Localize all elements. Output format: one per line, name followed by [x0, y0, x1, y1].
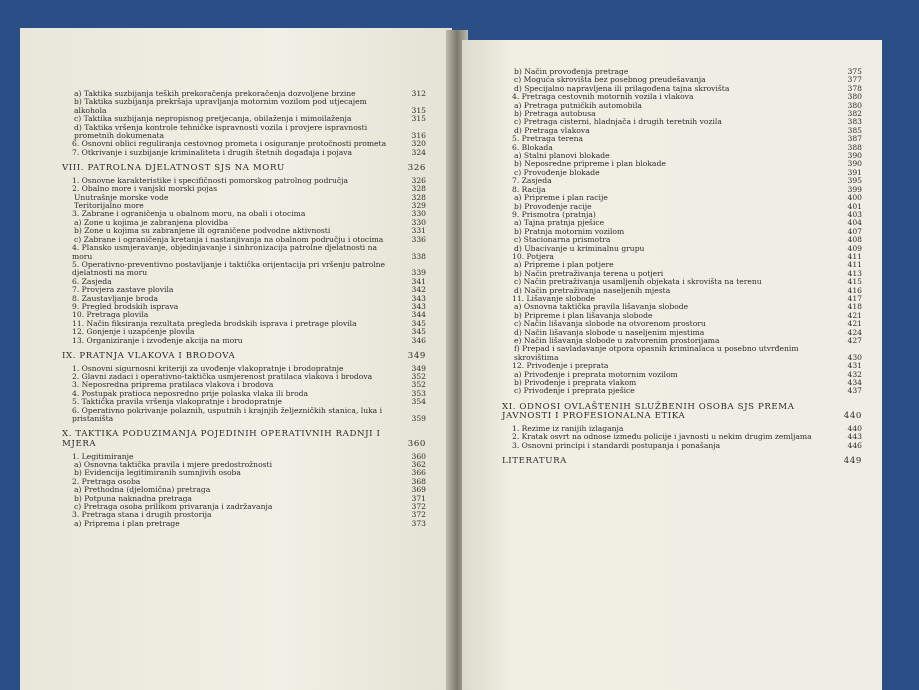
toc-entry-title: a) Stalni planovi blokade: [514, 151, 610, 161]
toc-entry-page: 378: [847, 83, 862, 93]
toc-entry-title: a) Pretraga putničkih automobila: [514, 100, 642, 110]
toc-entry-page: 371: [411, 493, 426, 503]
toc-entry-title: a) Taktika suzbijanja teških prekoračenja prekoračenja dozvoljene brzine: [74, 89, 356, 98]
toc-entry-title: d) Specijalno napravljena ili prilagođena tajna skrovišta: [514, 83, 730, 93]
toc-entry: [62, 98, 426, 115]
toc-entry-title: 13. Organiziranje i izvođenje akcija na moru: [72, 335, 243, 345]
toc-entry-title: 4. Plansko usmjeravanje, objedinjavanje i sinhronizacija patrolne djelatnosti na moru: [72, 243, 378, 261]
toc-entry-title: XI. ODNOSI OVLAŠTENIH SLUŽBENIH OSOBA SJS PREMA JAVNOSTI I PROFESIONALNA ETIKA: [502, 401, 795, 422]
toc-entry-page: 390: [847, 159, 862, 169]
toc-entry: [62, 407, 426, 424]
toc-entry-page: 352: [411, 371, 426, 381]
toc-entry-title: d) Način pretraživanja naseljenih mjesta: [514, 285, 671, 295]
toc-entry-page: 353: [411, 388, 426, 398]
toc-entry-title: 7. Zasjeda: [512, 176, 552, 186]
toc-entry-title: b) Potpuna naknadna pretraga: [74, 493, 192, 503]
toc-entry-title: 1. Osnovne karakteristike i specifičnosti pomorskog patrolnog područja: [72, 175, 348, 185]
toc-entry-title: b) Privođenje i preprata vlakom: [514, 378, 637, 388]
toc-entry: [502, 169, 862, 177]
toc-entry-title: b) Evidencija legitimiranih sumnjivih osoba: [74, 468, 241, 478]
toc-entry-page: 354: [411, 397, 426, 407]
right-toc: [502, 68, 862, 470]
toc-entry-page: 383: [847, 117, 862, 127]
toc-entry-title: b) Način pretraživanja terena u potjeri: [514, 268, 664, 278]
toc-entry-title: 8. Racija: [512, 184, 546, 194]
toc-entry-page: 399: [847, 184, 862, 194]
toc-entry-page: 431: [847, 361, 862, 371]
toc-entry: [62, 244, 426, 261]
toc-entry-title: c) Moguća skrovišta bez posebnog preudešavanja: [514, 75, 706, 85]
toc-entry-page: 315: [411, 105, 426, 115]
left-toc: [62, 90, 426, 528]
toc-entry-title: 10. Potjera: [512, 251, 554, 261]
toc-entry-title: c) Provođenje blokade: [514, 167, 600, 177]
toc-entry-page: 315: [411, 114, 426, 124]
toc-entry-page: 377: [847, 75, 862, 85]
toc-entry: [62, 261, 426, 278]
toc-entry-title: b) Provođenje racije: [514, 201, 592, 211]
toc-entry-title: b) Pripreme i plan lišavanja slobode: [514, 310, 653, 320]
toc-entry-title: 4. Postupak pratioca neposredno prije polaska vlaka ili broda: [72, 388, 309, 398]
toc-entry-page: 372: [411, 510, 426, 520]
right-page: [462, 40, 882, 690]
toc-entry-title: a) Pripreme i plan potjere: [514, 260, 614, 270]
toc-entry-title: 6. Osnovni oblici reguliranja cestovnog prometa i osiguranje protočnosti prometa: [72, 139, 387, 149]
toc-entry-title: c) Stacionarna prismotra: [514, 235, 611, 245]
toc-entry-title: 9. Prismotra (pratnja): [512, 209, 596, 219]
toc-entry-title: 4. Pretraga cestovnih motornih vozila i vlakova: [512, 92, 694, 102]
toc-entry-page: 382: [847, 109, 862, 119]
toc-entry-page: 403: [847, 209, 862, 219]
toc-entry-page: 400: [847, 193, 862, 203]
toc-entry-title: 1. Osnovni sigurnosni kriteriji za uvođenje vlakopratnje i brodopratnje: [72, 363, 344, 373]
toc-entry-page: 446: [847, 440, 862, 450]
toc-entry-page: 316: [411, 131, 426, 141]
toc-entry-page: 372: [411, 502, 426, 512]
toc-entry: [62, 520, 426, 528]
toc-entry-page: 418: [847, 302, 862, 312]
toc-entry-title: 12. Privođenje i preprata: [512, 361, 609, 371]
toc-chapter: [62, 352, 426, 362]
toc-entry-page: 407: [847, 226, 862, 236]
toc-entry-page: 413: [847, 268, 862, 278]
toc-entry-title: a) Tajna pratnja pješice: [514, 218, 605, 228]
toc-chapter: [502, 457, 862, 467]
toc-entry-title: a) Pripreme i plan racije: [514, 193, 608, 203]
toc-entry-page: 404: [847, 218, 862, 228]
toc-entry-title: VIII. PATROLNA DJELATNOST SJS NA MORU: [62, 163, 285, 174]
toc-entry-page: 373: [411, 518, 426, 528]
toc-entry-title: e) Način lišavanja slobode u zatvorenim prostorijama: [514, 336, 720, 345]
toc-entry-title: LITERATURA: [502, 456, 567, 467]
toc-entry-title: a) Privođenje i preprata motornim vozilom: [514, 369, 678, 379]
toc-entry-page: 360: [411, 451, 426, 461]
toc-entry-page: 352: [411, 380, 426, 390]
toc-entry-page: 415: [847, 277, 862, 287]
toc-entry-page: 339: [411, 268, 426, 278]
toc-entry-page: 421: [847, 310, 862, 320]
toc-entry-page: 329: [411, 201, 426, 211]
toc-entry-page: 409: [847, 243, 862, 253]
toc-entry-page: 326: [411, 175, 426, 185]
toc-chapter: [502, 403, 862, 422]
toc-entry-page: 417: [847, 293, 862, 303]
toc-entry-title: c) Način pretraživanja usamljenih objekata i skrovišta na terenu: [514, 277, 762, 287]
toc-entry-title: 7. Provjera zastave plovila: [72, 285, 174, 295]
toc-entry-page: 391: [847, 167, 862, 177]
toc-entry-title: b) Zone u kojima su zabranjene ili ograničene podvodne aktivnosti: [74, 226, 331, 236]
toc-entry: [502, 135, 862, 143]
toc-entry-page: 345: [411, 318, 426, 328]
toc-entry: [62, 149, 426, 157]
toc-entry-title: c) Način lišavanja slobode na otvorenom prostoru: [514, 319, 706, 329]
toc-entry-page: 369: [411, 485, 426, 495]
toc-entry-page: 336: [411, 234, 426, 244]
toc-entry-page: 362: [411, 460, 426, 469]
toc-entry-title: 2. Kratak osvrt na odnose između policije i javnosti u nekim drugim zemljama: [512, 432, 812, 442]
toc-entry-page: 338: [411, 251, 426, 261]
toc-chapter: [62, 430, 426, 449]
toc-entry-page: 440: [847, 424, 862, 434]
toc-entry-page: 437: [847, 386, 862, 396]
toc-entry-title: 2. Obalno more i vanjski morski pojas: [72, 184, 218, 194]
toc-entry-page: 341: [411, 276, 426, 286]
toc-entry-page: 430: [847, 352, 862, 362]
toc-entry-page: 443: [847, 432, 862, 442]
toc-entry-title: 8. Zaustavljanje broda: [72, 293, 159, 303]
toc-entry-title: a) Osnovna taktička pravila i mjere predostrožnosti: [74, 460, 273, 469]
toc-entry-page: 324: [411, 147, 426, 157]
toc-entry-title: b) Pretraga autobusa: [514, 109, 596, 119]
toc-entry-title: d) Ubacivanje u kriminalnu grupu: [514, 243, 645, 253]
toc-entry-page: 343: [411, 301, 426, 311]
toc-entry: [502, 345, 862, 362]
toc-entry-page: 342: [411, 285, 426, 295]
toc-entry-page: 380: [847, 100, 862, 110]
toc-entry-page: 401: [847, 201, 862, 211]
toc-entry-page: 359: [411, 414, 426, 423]
toc-entry-title: a) Prethodna (djelomična) pretraga: [74, 485, 211, 495]
toc-entry-title: 1. Legitimiranje: [72, 451, 134, 461]
toc-entry-title: 5. Taktička pravila vršenja vlakopratnje i brodopratnje: [72, 397, 282, 407]
toc-entry-title: c) Pretraga cisterni, hladnjača i drugih teretnih vozila: [514, 117, 722, 127]
toc-entry-page: 328: [411, 184, 426, 194]
toc-entry-page: 349: [411, 363, 426, 373]
toc-entry-page: 408: [847, 235, 862, 245]
toc-entry-title: 5. Operativno-preventivno postavljanje i taktička orijentacija pri vršenju patrolne djelatnosti na moru: [72, 259, 386, 278]
toc-chapter: [62, 164, 426, 174]
toc-entry-title: c) Zabrane i ograničenja kretanja i nastanjivanja na obalnom području i otocima: [74, 234, 384, 244]
toc-entry-page: 312: [411, 89, 426, 98]
toc-entry-title: 6. Zasjeda: [72, 276, 112, 286]
toc-entry-title: a) Zone u kojima je zabranjena plovidba: [74, 217, 229, 227]
toc-entry-title: d) Taktika vršenja kontrole tehničke ispravnosti vozila i provjere ispravnosti prometnih dokumenata: [74, 122, 368, 141]
toc-entry-title: 2. Glavni zadaci i operativno-taktička usmjerenost pratilaca vlakova i brodova: [72, 371, 373, 381]
toc-entry-page: 346: [411, 335, 426, 345]
toc-entry-title: b) Neposredne pripreme i plan blokade: [514, 159, 666, 169]
toc-entry-title: c) Pretraga osoba prilikom privaranja i zadržavanja: [74, 502, 273, 512]
toc-entry-title: a) Osnovna taktička pravila lišavanja slobode: [514, 302, 689, 312]
toc-entry-title: 9. Pregled brodskih isprava: [72, 301, 179, 311]
toc-entry-page: 421: [847, 319, 862, 329]
toc-entry-page: 416: [847, 285, 862, 295]
toc-entry-page: 449: [843, 456, 862, 467]
toc-entry-page: 330: [411, 209, 426, 219]
toc-entry-title: c) Privođenje i preprata pješice: [514, 386, 635, 396]
toc-entry-title: 11. Lišavanje slobode: [512, 293, 596, 303]
toc-entry-title: 3. Pretraga stana i drugih prostorija: [72, 510, 212, 520]
toc-entry-title: c) Taktika suzbijanja nepropisnog pretjecanja, obilaženja i mimoilaženja: [74, 114, 352, 124]
toc-entry-page: 395: [847, 176, 862, 186]
toc-entry-title: 3. Zabrane i ograničenja u obalnom moru, na obali i otocima: [72, 209, 306, 219]
toc-entry-page: 424: [847, 327, 862, 337]
toc-entry-title: 6. Blokada: [512, 142, 553, 152]
toc-entry: [502, 177, 862, 185]
toc-entry-title: 2. Pretraga osoba: [72, 476, 141, 486]
toc-entry: [502, 245, 862, 253]
toc-entry-page: 330: [411, 217, 426, 227]
toc-entry-page: 390: [847, 151, 862, 161]
toc-entry-page: 368: [411, 476, 426, 486]
toc-entry-page: 331: [411, 226, 426, 236]
toc-entry-title: 1. Rezime iz ranijih izlaganja: [512, 424, 624, 434]
toc-entry-title: a) Priprema i plan pretrage: [74, 518, 180, 528]
toc-entry-page: 411: [847, 251, 862, 261]
toc-entry-title: 5. Pretraga terena: [512, 134, 583, 144]
toc-entry-title: X. TAKTIKA PODUZIMANJA POJEDINIH OPERATIVNIH RADNJI I MJERA: [62, 429, 381, 449]
toc-entry-page: 432: [847, 369, 862, 379]
toc-entry-page: 366: [411, 468, 426, 478]
toc-entry-page: 440: [843, 411, 862, 422]
toc-entry-title: 3. Osnovni principi i standardi postupanja i ponašanja: [512, 440, 721, 450]
toc-entry-title: 3. Neposredna priprema pratilaca vlakova i brodova: [72, 380, 274, 390]
toc-entry-page: 320: [411, 139, 426, 149]
toc-entry-title: b) Pratnja motornim vozilom: [514, 226, 625, 236]
toc-entry-title: f) Prepad i savladavanje otpora opasnih kriminalaca u posebno utvrđenim skrovištima: [514, 344, 799, 362]
toc-entry-page: 380: [847, 92, 862, 102]
toc-entry-title: IX. PRATNJA VLAKOVA I BRODOVA: [62, 350, 236, 361]
toc-entry-title: 7. Otkrivanje i suzbijanje kriminaliteta i drugih štetnih događaja i pojava: [72, 147, 353, 157]
toc-entry-title: 12. Gonjenje i uzapćenje plovila: [72, 327, 195, 337]
toc-entry: [62, 337, 426, 345]
toc-entry-page: 349: [407, 350, 426, 361]
toc-entry-page: 434: [847, 378, 862, 388]
toc-entry-title: 6. Operativno pokrivanje polaznih, usputnih i krajnjih željezničkih stanica, luka i pristaništa: [72, 405, 383, 423]
toc-entry-page: 387: [847, 134, 862, 144]
toc-entry-page: 328: [411, 192, 426, 202]
toc-entry-title: d) Način lišavanja slobode u naseljenim mjestima: [514, 327, 705, 337]
toc-entry: [502, 387, 862, 395]
toc-entry-page: 385: [847, 125, 862, 135]
toc-entry-page: 388: [847, 142, 862, 152]
toc-entry-title: b) Način provođenja pretrage: [514, 67, 629, 76]
toc-entry-page: 411: [847, 260, 862, 270]
toc-entry: [502, 442, 862, 450]
toc-entry-page: 326: [407, 163, 426, 174]
toc-entry-page: 345: [411, 327, 426, 337]
toc-entry-title: d) Pretraga vlakova: [514, 125, 590, 135]
toc-entry-page: 375: [847, 67, 862, 76]
toc-entry-title: Teritorijalno more: [74, 201, 144, 211]
left-page: [20, 28, 452, 690]
toc-entry-title: 11. Način fiksiranja rezultata pregleda brodskih isprava i pretrage plovila: [72, 318, 357, 328]
toc-entry-title: Unutrašnje morske vode: [74, 192, 169, 202]
toc-entry-page: 343: [411, 293, 426, 303]
toc-entry: [62, 124, 426, 141]
toc-entry-page: 360: [407, 439, 426, 449]
toc-entry-page: 427: [847, 336, 862, 345]
toc-entry-title: b) Taktika suzbijanja prekršaja upravljanja motornim vozilom pod utjecajem alkohola: [74, 97, 367, 115]
toc-entry-title: 10. Pretraga plovila: [72, 310, 149, 320]
toc-entry-page: 344: [411, 310, 426, 320]
